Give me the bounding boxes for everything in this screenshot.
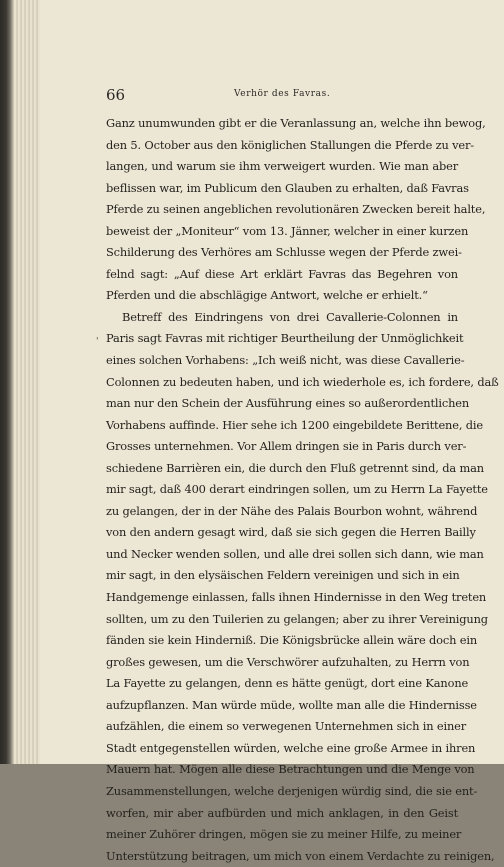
- text-line: La Fayette zu gelangen, denn es hätte genügt, dort eine Kanone: [106, 676, 469, 691]
- paragraph-start: Betreff des Eindringens von drei Cavallerie-Colonnen in: [122, 309, 458, 324]
- text-line: schiedene Barrièren ein, die durch den Fluß getrennt sind, da man: [106, 460, 484, 475]
- text-line: Schilderung des Verhöres am Schlusse wegen der Pferde zwei-: [106, 245, 462, 260]
- text-line: langen, und warum sie ihm verweigert wurden. Wie man aber: [106, 159, 458, 174]
- text-line: fänden sie kein Hinderniß. Die Königsbrücke allein wäre doch ein: [106, 633, 478, 648]
- text-line: man nur den Schein der Ausführung eines so außerordentlichen: [106, 396, 470, 411]
- text-line: Paris sagt Favras mit richtiger Beurtheilung der Unmöglichkeit: [106, 331, 464, 346]
- text-line: von den andern gesagt wird, daß sie sich gegen die Herren Bailly: [106, 525, 476, 540]
- page-number: 66: [106, 86, 126, 104]
- body-text: [106, 113, 499, 867]
- text-line: Grosses unternehmen. Vor Allem dringen sie in Paris durch ver-: [106, 439, 467, 454]
- text-line: großes gewesen, um die Verschwörer aufzuhalten, zu Herrn von: [106, 654, 470, 669]
- text-line: und Necker wenden sollen, und alle drei sollen sich dann, wie man: [106, 546, 484, 561]
- text-line: Unterstützung beitragen, um mich von einem Verdachte zu reinigen,: [106, 848, 495, 863]
- text-line: sollten, um zu den Tuilerien zu gelangen; aber zu ihrer Vereinigung: [106, 611, 488, 626]
- text-line: eines solchen Vorhabens: „Ich weiß nicht, was diese Cavallerie-: [106, 353, 465, 368]
- text-line: beflissen war, im Publicum den Glauben zu erhalten, daß Favras: [106, 180, 469, 195]
- page-header: [106, 86, 456, 106]
- running-head: Verhör des Favras.: [234, 89, 331, 99]
- text-line: Mauern hat. Mögen alle diese Betrachtungen und die Menge von: [106, 762, 475, 777]
- text-line: mir sagt, daß 400 derart eindringen sollen, um zu Herrn La Fayette: [106, 482, 488, 497]
- text-line: Pferde zu seinen angeblichen revolutionären Zwecken bereit halte,: [106, 202, 486, 217]
- text-line: Stadt entgegenstellen würden, welche eine große Armee in ihren: [106, 740, 476, 755]
- text-line: aufzählen, die einem so verwegenen Unternehmen sich in einer: [106, 719, 467, 734]
- text-line: aufzupflanzen. Man würde müde, wollte man alle die Hindernisse: [106, 697, 477, 712]
- text-line: Handgemenge einlassen, falls ihnen Hindernisse in den Weg treten: [106, 590, 487, 605]
- text-line: den 5. October aus den königlichen Stallungen die Pferde zu ver-: [106, 137, 475, 152]
- text-line: felnd sagt: „Auf diese Art erklärt Favras das Begehren von: [106, 266, 458, 281]
- text-line: Zusammenstellungen, welche derjenigen würdig sind, die sie ent-: [106, 783, 478, 798]
- text-line: beweist der „Moniteur“ vom 13. Jänner, welcher in einer kurzen: [106, 223, 469, 238]
- page-edges: [14, 0, 40, 764]
- text-line: Pferden und die abschlägige Antwort, welche er erhielt.“: [106, 288, 428, 303]
- text-line: Vorhabens auffinde. Hier sehe ich 1200 eingebildete Berittene, die: [106, 417, 484, 432]
- text-line: mir sagt, in den elysäischen Feldern vereinigen und sich in ein: [106, 568, 460, 583]
- text-line: meiner Zuhörer dringen, mögen sie zu meiner Hilfe, zu meiner: [106, 827, 462, 842]
- text-line: Colonnen zu bedeuten haben, und ich wiederhole es, ich fordere, daß: [106, 374, 499, 389]
- text-line: zu gelangen, der in der Nähe des Palais Bourbon wohnt, während: [106, 503, 478, 518]
- text-line: Ganz unumwunden gibt er die Veranlassung an, welche ihn bewog,: [106, 116, 486, 130]
- margin-mark: ': [96, 337, 99, 347]
- text-line: worfen, mir aber aufbürden und mich anklagen, in den Geist: [106, 805, 458, 820]
